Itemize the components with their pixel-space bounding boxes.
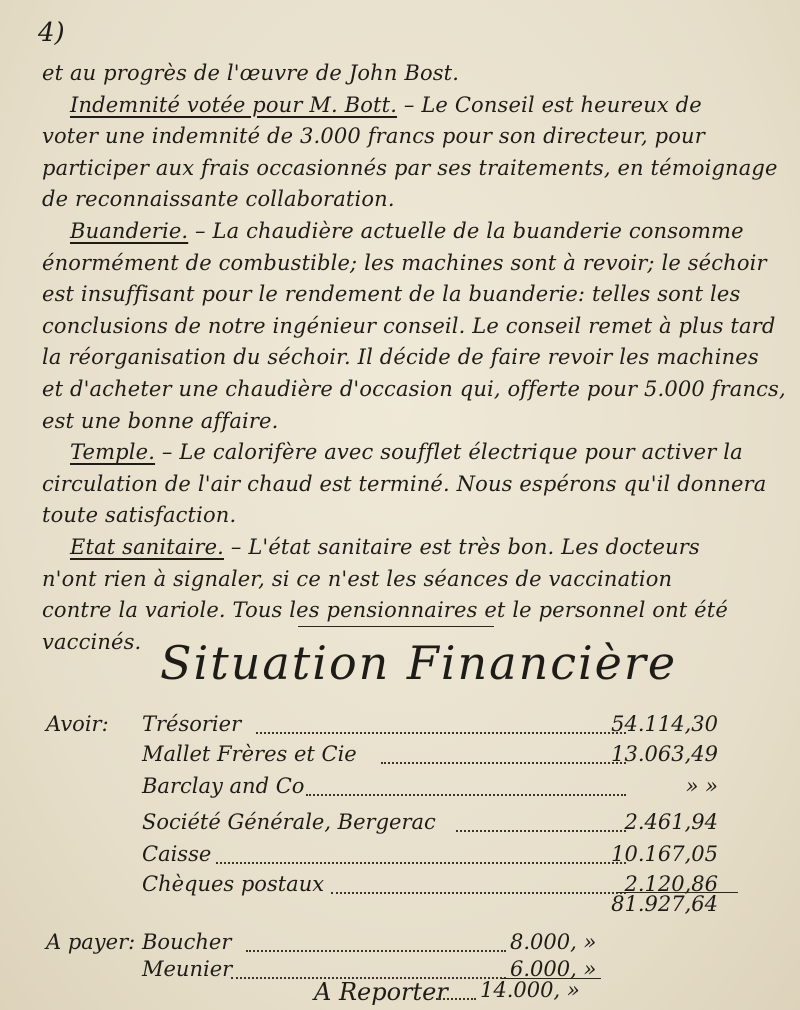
text-line: de reconnaissante collaboration. — [42, 187, 395, 212]
ledger-amount: 54.114,30 — [611, 712, 718, 736]
ledger-item-name: Trésorier — [142, 712, 242, 736]
leader-dots — [436, 998, 476, 1000]
ledger-total: 81.927,64 — [611, 892, 718, 916]
payable-row — [46, 930, 766, 958]
text-line: et au progrès de l'œuvre de John Bost. — [42, 61, 460, 85]
ledger-amount: 10.167,05 — [611, 842, 718, 866]
ledger-amount: 2.461,94 — [624, 810, 718, 834]
ledger-item-name: Caisse — [142, 842, 212, 866]
separator-rule — [298, 626, 494, 627]
ledger-item-name: Barclay and Co — [142, 774, 305, 798]
payable-item-name: Meunier — [142, 957, 233, 981]
ledger-row — [46, 742, 766, 770]
ledger-amount: » » — [685, 774, 718, 798]
ledger-total-row — [46, 892, 766, 920]
ledger-amount: 2.120,86 — [624, 872, 718, 896]
text-line: est insuffisant pour le rendement de la buanderie: telles sont les — [42, 282, 741, 307]
text-line: Indemnité votée pour M. Bott. – Le Conseil est heureux de — [70, 92, 702, 117]
text-line: contre la variole. Tous les pensionnaires et le personnel ont été — [42, 598, 728, 623]
section-heading-temple: Temple. — [70, 440, 156, 465]
leader-dots — [456, 830, 626, 832]
section-title: Situation Financière — [160, 636, 678, 690]
ledger-amount: 13.063,49 — [611, 742, 718, 766]
text-line: voter une indemnité de 3.000 francs pour son directeur, pour — [42, 124, 705, 149]
a-reporter-label: A Reporter — [314, 978, 448, 1006]
reporter-row — [46, 978, 766, 1006]
ledger-row — [46, 842, 766, 870]
text-line: vaccinés. — [42, 629, 142, 654]
section-heading-indemnite: Indemnité votée pour M. Bott. — [70, 92, 398, 117]
text-line: est une bonne affaire. — [42, 408, 279, 433]
ledger-row — [46, 712, 766, 740]
text-line: Temple. – Le calorifère avec soufflet électrique pour activer la — [70, 440, 743, 465]
minutes-text — [42, 58, 786, 658]
text-line: énormément de combustible; les machines sont à revoir; le séchoir — [42, 250, 767, 275]
payable-amount: 6.000, » — [510, 957, 597, 981]
text-line: toute satisfaction. — [42, 503, 237, 528]
text-line: conclusions de notre ingénieur conseil. Le conseil remet à plus tard — [42, 313, 776, 338]
leader-dots — [246, 950, 506, 952]
text-line: participer aux frais occasionnés par ses traitements, en témoignage — [42, 155, 778, 180]
a-payer-label: A payer: — [46, 930, 136, 954]
ledger-item-name: Société Générale, Bergerac — [142, 810, 436, 834]
leader-dots — [256, 732, 626, 734]
text-line: et d'acheter une chaudière d'occasion qui, offerte pour 5.000 francs, — [42, 376, 786, 401]
leader-dots — [216, 862, 626, 864]
text-line: circulation de l'air chaud est terminé. Nous espérons qu'il donnera — [42, 471, 767, 496]
payable-item-name: Boucher — [142, 930, 232, 954]
page-number: 4) — [38, 18, 65, 48]
leader-dots — [306, 794, 626, 796]
ledger-row — [46, 774, 766, 802]
ledger-row — [46, 810, 766, 838]
section-heading-etat-sanitaire: Etat sanitaire. — [70, 534, 225, 559]
ledger-item-name: Chèques postaux — [142, 872, 325, 896]
text-line: Buanderie. – La chaudière actuelle de la buanderie consomme — [70, 218, 744, 243]
section-heading-buanderie: Buanderie. — [70, 218, 189, 243]
text-line: la réorganisation du séchoir. Il décide de faire revoir les machines — [42, 345, 759, 370]
leader-dots — [381, 762, 626, 764]
avoir-label: Avoir: — [46, 712, 109, 736]
text-line: n'ont rien à signaler, si ce n'est les séances de vaccination — [42, 566, 673, 591]
reporter-amount: 14.000, » — [480, 978, 580, 1002]
ledger-item-name: Mallet Frères et Cie — [142, 742, 357, 766]
text-line: Etat sanitaire. – L'état sanitaire est très bon. Les docteurs — [70, 534, 700, 559]
payable-amount: 8.000, » — [510, 930, 597, 954]
